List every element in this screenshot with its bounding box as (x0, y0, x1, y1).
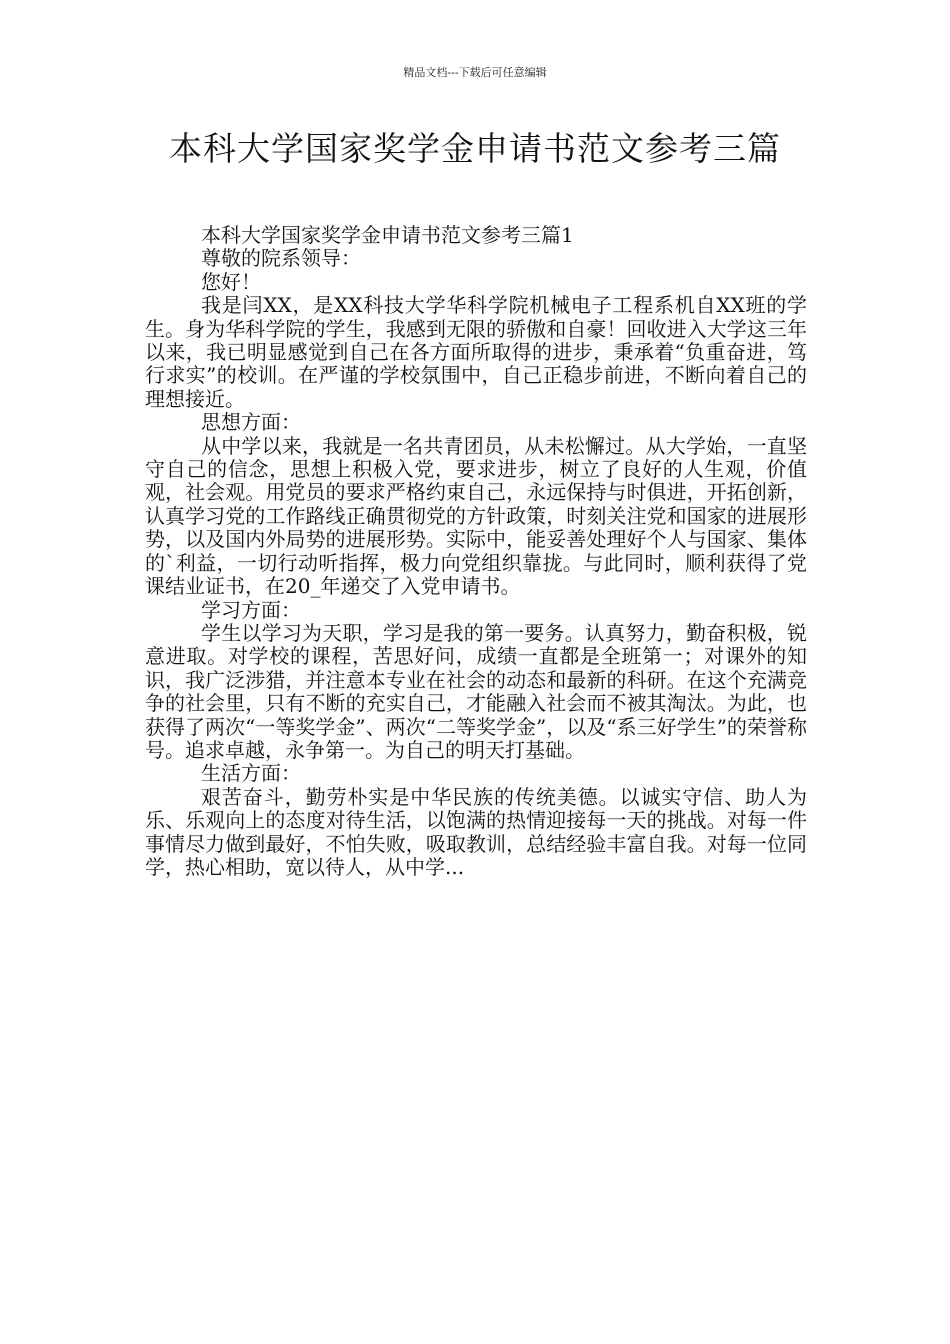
document-body (145, 224, 807, 879)
paragraph-study: 学生以学习为天职，学习是我的第一要务。认真努力，勤奋积极，锐意进取。对学校的课程，苦思好问，成绩一直都是全班第一；对课外的知识，我广泛涉猎，并注意本专业在社会的动态和最新的科研。在这个充满竞争的社会里，只有不断的充实自己，才能融入社会而不被其淘汰。为此，也获得了两次“一等奖学金”、两次“二等奖学金”，以及“系三好学生”的荣誉称号。追求卓越，永争第一。为自己的明天打基础。 (145, 620, 807, 762)
subheading-life: 生活方面： (201, 761, 301, 786)
greeting: 您好！ (201, 269, 261, 294)
paragraph-life: 艰苦奋斗，勤劳朴实是中华民族的传统美德。以诚实守信、助人为乐、乐观向上的态度对待生活，以饱满的热情迎接每一天的挑战。对每一件事情尽力做到最好，不怕失败，吸取教训，总结经验丰富自我。对每一位同学，热心相助，宽以待人，从中学... (145, 784, 807, 879)
salutation: 尊敬的院系领导： (201, 246, 361, 271)
document-title: 本科大学国家奖学金申请书范文参考三篇 (169, 129, 781, 168)
paragraph-intro: 我是闫XX，是XX科技大学华科学院机械电子工程系机自XX班的学生。身为华科学院的学生，我感到无限的骄傲和自豪！回收进入大学这三年以来，我已明显感觉到自己在各方面所取得的进步，秉承着“负重奋进，笃行求实”的校训。在严谨的学校氛围中，自己正稳步前进，不断向着自己的理想接近。 (145, 293, 807, 411)
header-note: 精品文档---下载后可任意编辑 (403, 66, 547, 79)
subheading-thought: 思想方面： (201, 410, 301, 435)
subheading-study: 学习方面： (201, 597, 301, 622)
paragraph-thought: 从中学以来，我就是一名共青团员，从未松懈过。从大学始，一直坚守自己的信念，思想上积极入党，要求进步，树立了良好的人生观，价值观，社会观。用党员的要求严格约束自己，永远保持与时俱进，开拓创新，认真学习党的工作路线正确贯彻党的方针政策，时刻关注党和国家的进展形势，以及国内外局势的进展形势。实际中，能妥善处理好个人与国家、集体的`利益，一切行动听指挥，极力向党组织靠拢。与此同时，顺利获得了党课结业证书，在20_年递交了入党申请书。 (145, 433, 807, 599)
section-heading: 本科大学国家奖学金申请书范文参考三篇1 (201, 223, 574, 247)
